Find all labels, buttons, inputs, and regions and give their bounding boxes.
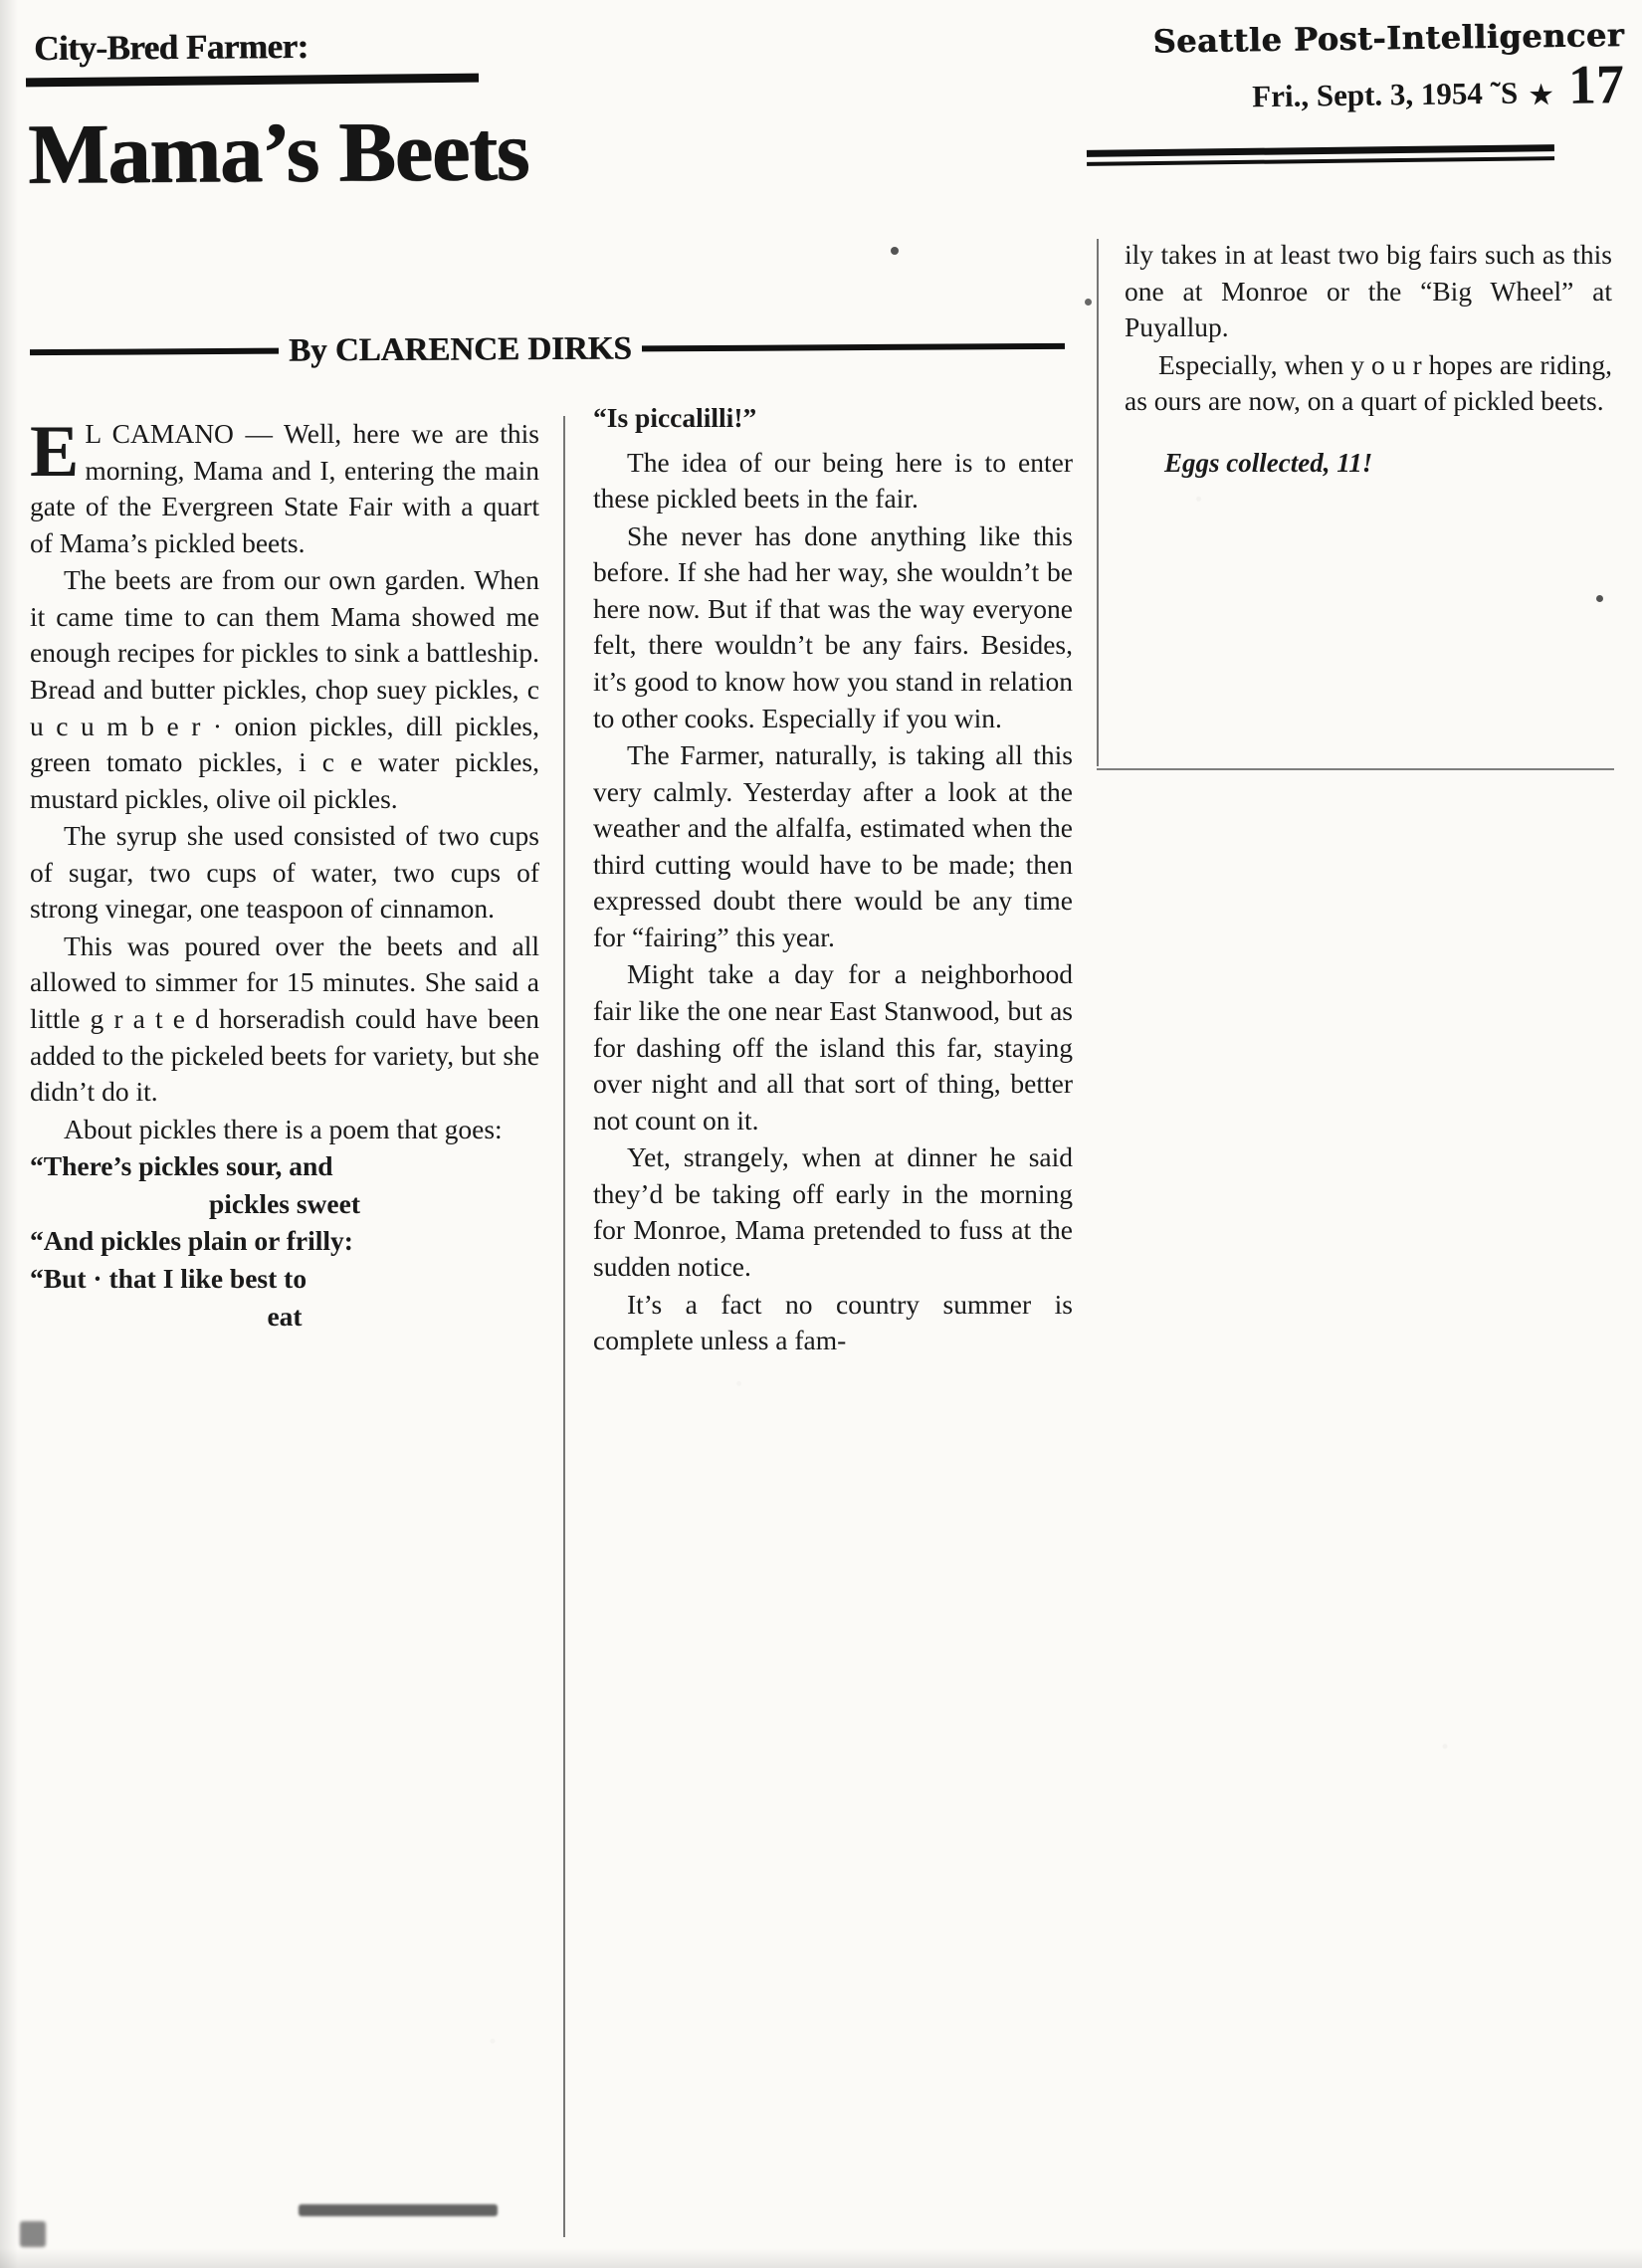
ink-speck bbox=[1085, 299, 1092, 306]
paragraph: The beets are from our own garden. When it came time to can them Mama showed me enough recipes for pickles to sink a battleship. Bread and butter pickles, chop suey pickles, c u c u m b e r · onion pickles, dill pickles, green tomato pickles, i c e water pickles, mustard pickles, olive oil pickles. bbox=[30, 564, 539, 814]
newspaper-flag bbox=[1067, 16, 1625, 116]
verse-line: eat bbox=[267, 1300, 303, 1332]
verse-line: “There’s pickles sour, and bbox=[30, 1150, 333, 1182]
article-column-3 bbox=[1125, 237, 1612, 483]
paragraph: Might take a day for a neighborhood fair like the one near East Stanwood, but as for dashing off the island this far, staying over night and all that sort of thing, better not count on it. bbox=[593, 958, 1073, 1135]
paragraph: The Farmer, naturally, is taking all this very calmly. Yesterday after a look at the weather and the alfalfa, estimated when the third cutting would have to be made; then expressed doubt there would be any time for “fairing” this year. bbox=[593, 739, 1073, 952]
ink-speck bbox=[891, 247, 899, 255]
publication-date: Fri., Sept. 3, 1954 ˜S bbox=[1252, 75, 1519, 114]
scan-smudge bbox=[20, 2221, 46, 2247]
paragraph: About pickles there is a poem that goes: bbox=[64, 1113, 503, 1144]
paragraph: She never has done anything like this before. If she had her way, she wouldn’t be here now. But if that was the way everyone felt, there wouldn’t be any fairs. Besides, it’s good to know how you stand in relation to other cooks. Especially if you win. bbox=[593, 519, 1073, 733]
paragraph: The idea of our being here is to enter these pickled beets in the fair. bbox=[593, 446, 1073, 515]
verse-line: pickles sweet bbox=[209, 1187, 360, 1219]
drop-cap: E bbox=[30, 411, 80, 493]
column-rule-2 bbox=[1097, 239, 1099, 766]
page-edge-shadow-bottom bbox=[0, 2248, 1642, 2268]
paragraph: ily takes in at least two big fairs such as this one at Monroe or the “Big Wheel” at Puyallup. bbox=[1125, 239, 1612, 343]
page-title: Mama’s Beets bbox=[27, 103, 529, 202]
byline-rule-left bbox=[30, 348, 279, 356]
byline: By CLARENCE DIRKS bbox=[288, 329, 632, 369]
byline-rule-right bbox=[642, 343, 1065, 352]
flag-rules bbox=[1087, 144, 1554, 166]
paragraph: It’s a fact no country summer is complete unless a fam- bbox=[593, 1288, 1073, 1356]
section-kicker: City-Bred Farmer: bbox=[33, 26, 308, 69]
article-end-rule bbox=[1097, 768, 1614, 770]
kicker-rule bbox=[26, 74, 479, 88]
ink-speck bbox=[1596, 595, 1603, 602]
byline-row bbox=[30, 325, 1065, 373]
paragraph: The syrup she used consisted of two cups of sugar, two cups of water, two cups of strong vinegar, one teaspoon of cinnamon. bbox=[30, 820, 539, 925]
lead-paragraph bbox=[30, 411, 539, 561]
article-column-2 bbox=[593, 400, 1073, 1360]
verse-line: “But · that I like best to bbox=[30, 1262, 308, 1294]
star-icon: ★ bbox=[1527, 79, 1555, 112]
subhead: “Is piccalilli!” bbox=[593, 402, 757, 433]
article-column-1 bbox=[30, 411, 539, 1336]
publication-name: Seattle Post-Intelligencer bbox=[1152, 16, 1625, 61]
lead-text: L CAMANO — Well, here we are this morning, Mama and I, entering the main gate of the Evergreen State Fair with a quart of Mama’s pickled beets. bbox=[30, 418, 539, 558]
column-rule-1 bbox=[563, 416, 565, 2237]
paragraph: This was poured over the beets and all allowed to simmer for 15 minutes. She said a little g r a t e d horseradish could have been added to the pickeled beets for variety, but she didn’t do it. bbox=[30, 929, 539, 1108]
scan-smudge bbox=[299, 2204, 498, 2216]
paragraph: Yet, strangely, when at dinner he said they’d be taking off early in the morning for Monroe, Mama pretended to fuss at the sudden notice. bbox=[593, 1141, 1073, 1282]
flag-date-row bbox=[1067, 54, 1625, 117]
signoff: Eggs collected, 11! bbox=[1164, 447, 1373, 478]
verse-line: “And pickles plain or frilly: bbox=[30, 1225, 353, 1257]
page-number: 17 bbox=[1567, 54, 1625, 116]
page-edge-shadow bbox=[0, 0, 18, 2268]
paragraph: Especially, when y o u r hopes are riding, as ours are now, on a quart of pickled beets. bbox=[1125, 348, 1612, 417]
